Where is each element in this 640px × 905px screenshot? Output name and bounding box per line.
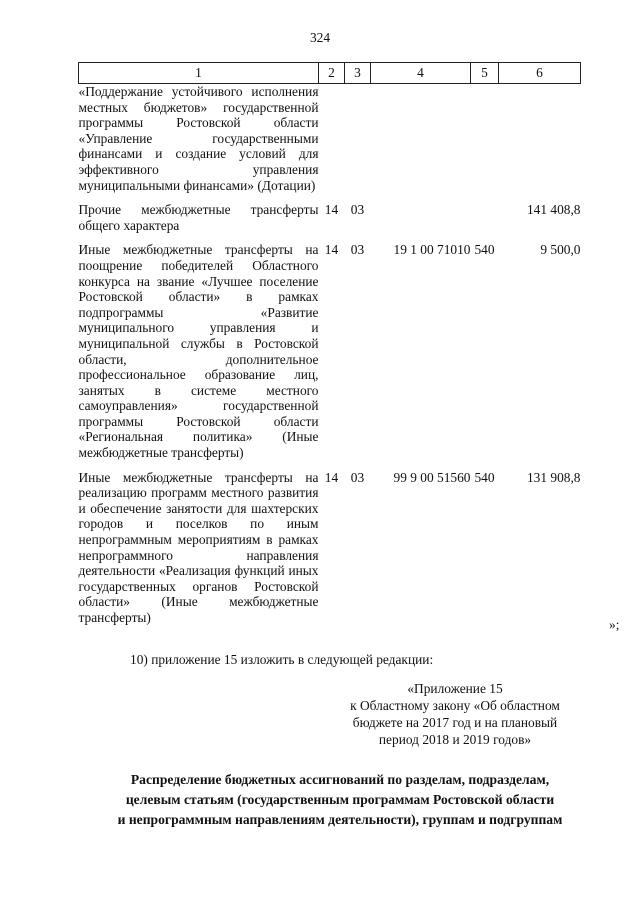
row-type: 540 [474, 242, 495, 258]
appendix-ref-line: «Приложение 15 [407, 681, 503, 696]
row-name: «Поддержание устойчивого исполнения местных бюджетов» государственной программы Ростовской области «Управление государственными финансами и создание условий для эффективного управления муниципальными финансами» (Дотации) [78, 84, 319, 193]
appendix-ref-line: период 2018 и 2019 годов» [378, 732, 532, 747]
table-row [79, 233, 581, 460]
row-subsection: 03 [350, 202, 365, 218]
row-amount [499, 84, 581, 194]
header-col-1: 1 [79, 63, 319, 84]
row-section: 14 [324, 202, 339, 218]
closing-quote: »; [609, 617, 620, 632]
row-subsection: 03 [350, 469, 365, 485]
table-row [79, 461, 581, 626]
table-row [79, 193, 581, 233]
row-name: Прочие межбюджетные трансферты общего характера [78, 202, 319, 233]
section-title-line: целевым статьям (государственным программам Ростовской области [125, 792, 555, 807]
header-col-5: 5 [471, 63, 499, 84]
header-col-2: 2 [319, 63, 345, 84]
header-col-6: 6 [499, 63, 581, 84]
row-amount: 141 408,8 [526, 202, 581, 218]
row-name: Иные межбюджетные трансферты на поощрение победителей Областного конкурса на звание «Лучшее поселение Ростовской области» в рамках подпрограммы «Развитие муниципального управления и муниципальной службы в Ростовской области, дополнительное профессиональное образование лиц, занятых в системе местного самоуправления» государственной программы Ростовской области «Региональная политика» (Иные межбюджетные трансферты) [78, 242, 319, 461]
row-section [319, 84, 345, 194]
row-type [471, 84, 499, 194]
header-col-4: 4 [371, 63, 471, 84]
table-row [79, 84, 581, 194]
row-section: 14 [324, 469, 339, 485]
row-subsection [345, 84, 371, 194]
row-target [371, 84, 471, 194]
appendix-ref-line: к Областному закону «Об областном [350, 698, 560, 713]
instruction-text: 10) приложение 15 изложить в следующей редакции: [130, 652, 434, 667]
row-type: 540 [474, 469, 495, 485]
table-header-row [79, 63, 581, 84]
section-title-line: и непрограммным направлениям деятельности), группам и подгруппам [117, 812, 563, 827]
row-name: Иные межбюджетные трансферты на реализацию программ местного развития и обеспечение занятости для шахтерских городов и поселков по иным непрограммным мероприятиям в рамках непрограммного направления деятельности «Реализация функций иных государственных органов Ростовской области» (Иные межбюджетные трансферты) [78, 469, 319, 625]
section-title [60, 770, 620, 830]
appendix-ref-line: бюджете на 2017 год и на плановый [352, 715, 558, 730]
page-number: 324 [309, 30, 331, 45]
row-section: 14 [324, 242, 339, 258]
row-target: 99 9 00 51560 [393, 469, 471, 485]
header-col-3: 3 [345, 63, 371, 84]
row-type [471, 193, 499, 233]
row-target: 19 1 00 71010 [393, 242, 471, 258]
row-target [371, 193, 471, 233]
row-subsection: 03 [350, 242, 365, 258]
row-amount: 131 908,8 [526, 469, 581, 485]
row-amount: 9 500,0 [540, 242, 581, 258]
appendix-reference [330, 680, 580, 748]
section-title-line: Распределение бюджетных ассигнований по разделам, подразделам, [130, 772, 550, 787]
budget-table [78, 62, 581, 626]
